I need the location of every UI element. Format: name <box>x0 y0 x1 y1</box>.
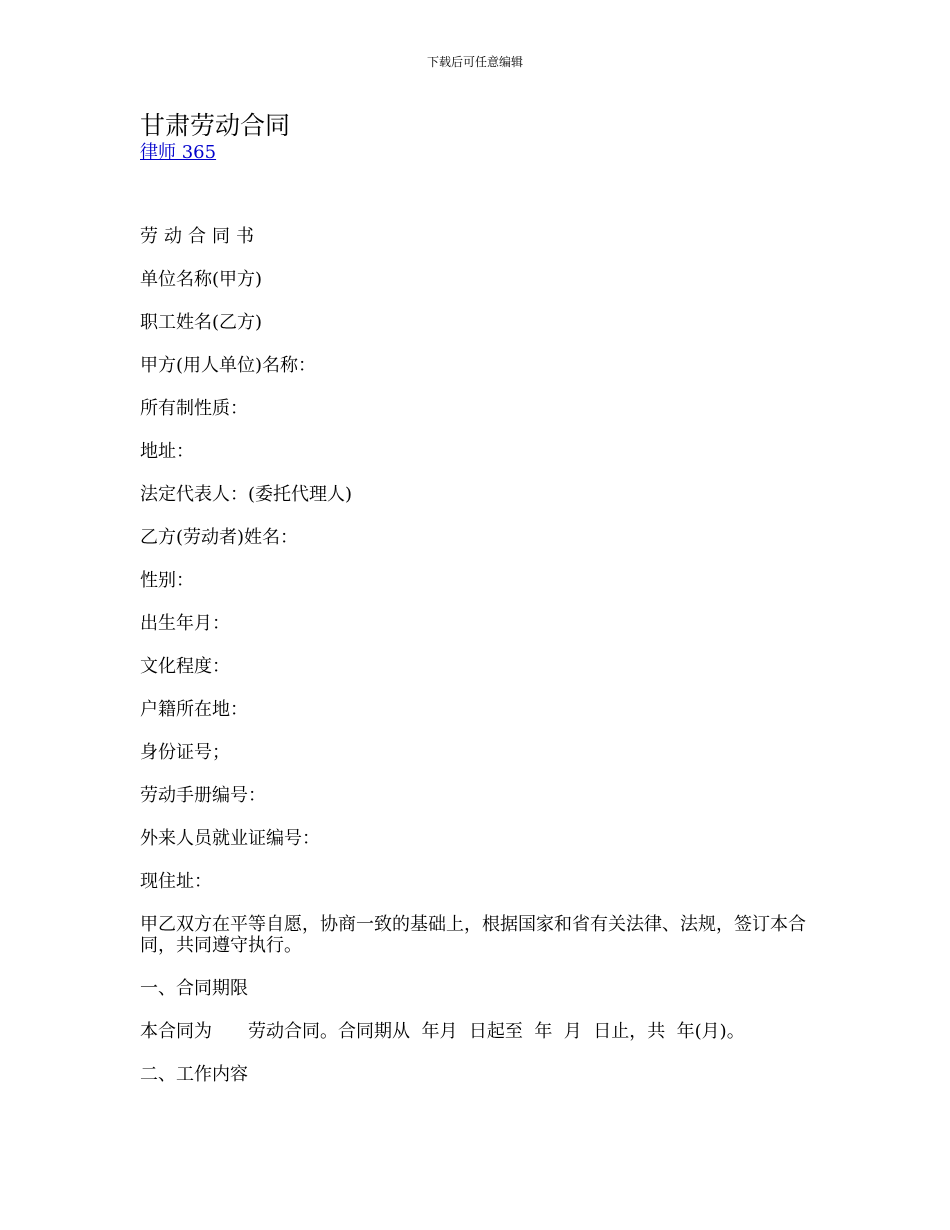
field-education: 文化程度： <box>140 656 230 677</box>
section-heading-term: 一、合同期限 <box>140 978 248 999</box>
field-party-a-name: 甲方(用人单位)名称： <box>140 355 317 376</box>
preamble-paragraph: 甲乙双方在平等自愿，协商一致的基础上，根据国家和省有关法律、法规，签订本合同，共同遵守执行。 <box>140 914 806 956</box>
field-household-registration: 户籍所在地： <box>140 699 248 720</box>
field-labor-handbook-number: 劳动手册编号： <box>140 785 266 806</box>
contract-heading: 劳动合同书 <box>140 226 260 247</box>
source-link[interactable]: 律师 365 <box>140 142 217 163</box>
field-ownership-type: 所有制性质： <box>140 398 248 419</box>
document-body <box>140 226 820 1107</box>
field-current-address: 现住址： <box>140 871 212 892</box>
field-employment-permit-number: 外来人员就业证编号： <box>140 828 320 849</box>
document-title: 甘肃劳动合同 <box>140 111 291 140</box>
section-heading-work-content: 二、工作内容 <box>140 1064 248 1085</box>
field-employee-name: 职工姓名(乙方) <box>140 312 263 333</box>
field-birth-date: 出生年月： <box>140 613 230 634</box>
field-legal-representative: 法定代表人：(委托代理人) <box>140 484 353 505</box>
field-gender: 性别： <box>140 570 194 591</box>
page-header-note: 下载后可任意编辑 <box>426 55 523 69</box>
field-employer-unit: 单位名称(甲方) <box>140 269 263 290</box>
field-address: 地址： <box>140 441 194 462</box>
term-paragraph: 本合同为 劳动合同。合同期从 年月 日起至 年 月 日止，共 年(月)。 <box>140 1021 745 1042</box>
field-id-number: 身份证号； <box>140 742 230 763</box>
field-party-b-name: 乙方(劳动者)姓名： <box>140 527 299 548</box>
